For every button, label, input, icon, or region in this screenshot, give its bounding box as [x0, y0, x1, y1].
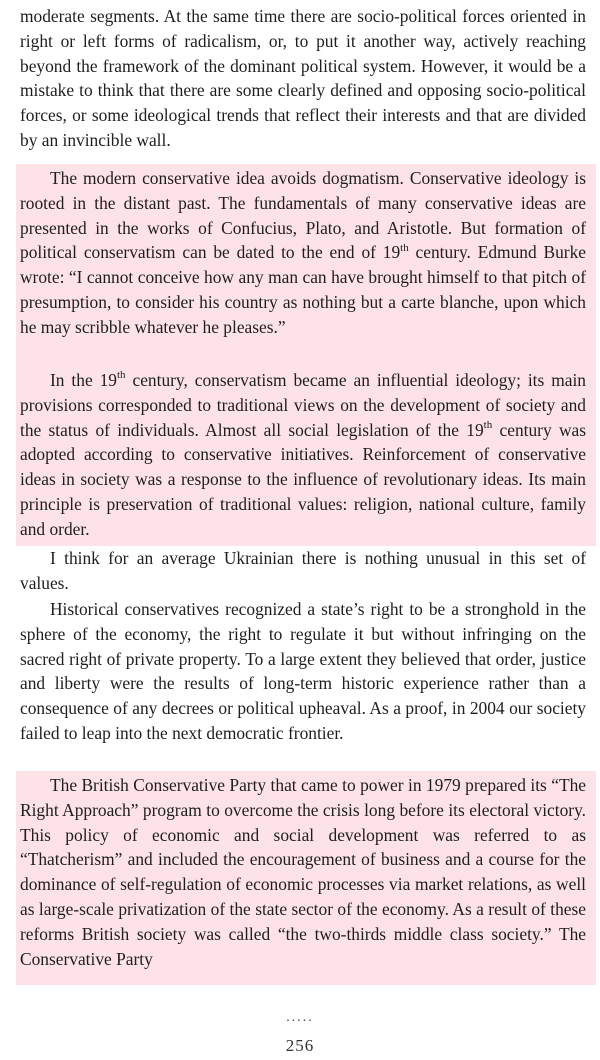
paragraph-2-text-b: century. Edmund Burke wrote: “I cannot conceive how any man can have brought himself to that pitch of presumption, to consider his country as nothing but a carte blanche, upon which he may scribble whatever he pleases.” — [20, 242, 586, 337]
page-number: 256 — [285, 1036, 315, 1055]
paragraph-1-text: moderate segments. At the same time there are socio-political forces oriented in right or left forms of radicalism, or, to put it another way, actively reaching beyond the framework of the dominant political system. However, it would be a mistake to think that there are some clearly defined and opposing socio-political forces, or some ideological trends that reflect their interests and that are divided by an invincible wall. — [20, 6, 586, 150]
paragraph-5 — [20, 597, 586, 746]
footer-ornament: ..... — [286, 1010, 314, 1025]
paragraph-3-text-a: In the 19 — [50, 370, 117, 390]
paragraph-2-text-a: The modern conservative idea avoids dogmatism. Conservative ideology is rooted in the distant past. The fundamentals of many conservative ideas are presented in the works of Confucius, Plato, and Aristotle. But formation of political conservatism can be dated to the end of 19 — [20, 168, 586, 263]
paragraph-3-text-c: century was adopted according to conservative initiatives. Reinforcement of conservative ideas in society was a response to the influence of revolutionary ideas. Its main principle is preservation of traditional values: religion, national culture, family and order. — [20, 419, 587, 539]
paragraph-4-text: I think for an average Ukrainian there is nothing unusual in this set of values. — [20, 548, 586, 593]
paragraph-5-text: Historical conservatives recognized a state’s right to be a stronghold in the sphere of the economy, the right to regulate it but without infringing on the sacred right of private property. To a large extent they believed that order, justice and liberty were the results of long-term historic experience rather than a consequence of any decrees or political upheaval. As a proof, in 2004 our society failed to leap into the next democratic frontier. — [20, 599, 586, 743]
paragraph-4 — [20, 546, 586, 596]
paragraph-3-text-b: century, conservatism became an influential ideology; its main provisions corresponded to traditional views on the development of society and the status of individuals. Almost all social legislation of the 19 — [20, 370, 586, 440]
paragraph-2 — [20, 166, 586, 340]
paragraph-6 — [20, 773, 586, 971]
paragraph-3 — [20, 368, 586, 542]
paragraph-6-text: The British Conservative Party that came to power in 1979 prepared its “The Right Approach” program to overcome the crisis long before its electoral victory. This policy of economic and social development was referred to as “Thatcherism” and included the encouragement of business and a course for the dominance of self-regulation of economic processes via market relations, as well as large-scale privatization of the state sector of the economy. As a result of these reforms British society was called “the two-thirds middle class society.” The Conservative Party — [20, 775, 586, 969]
paragraph-1 — [20, 4, 586, 153]
ordinal-suffix: th — [116, 369, 126, 382]
ordinal-suffix: th — [483, 418, 493, 431]
ordinal-suffix: th — [400, 241, 409, 254]
